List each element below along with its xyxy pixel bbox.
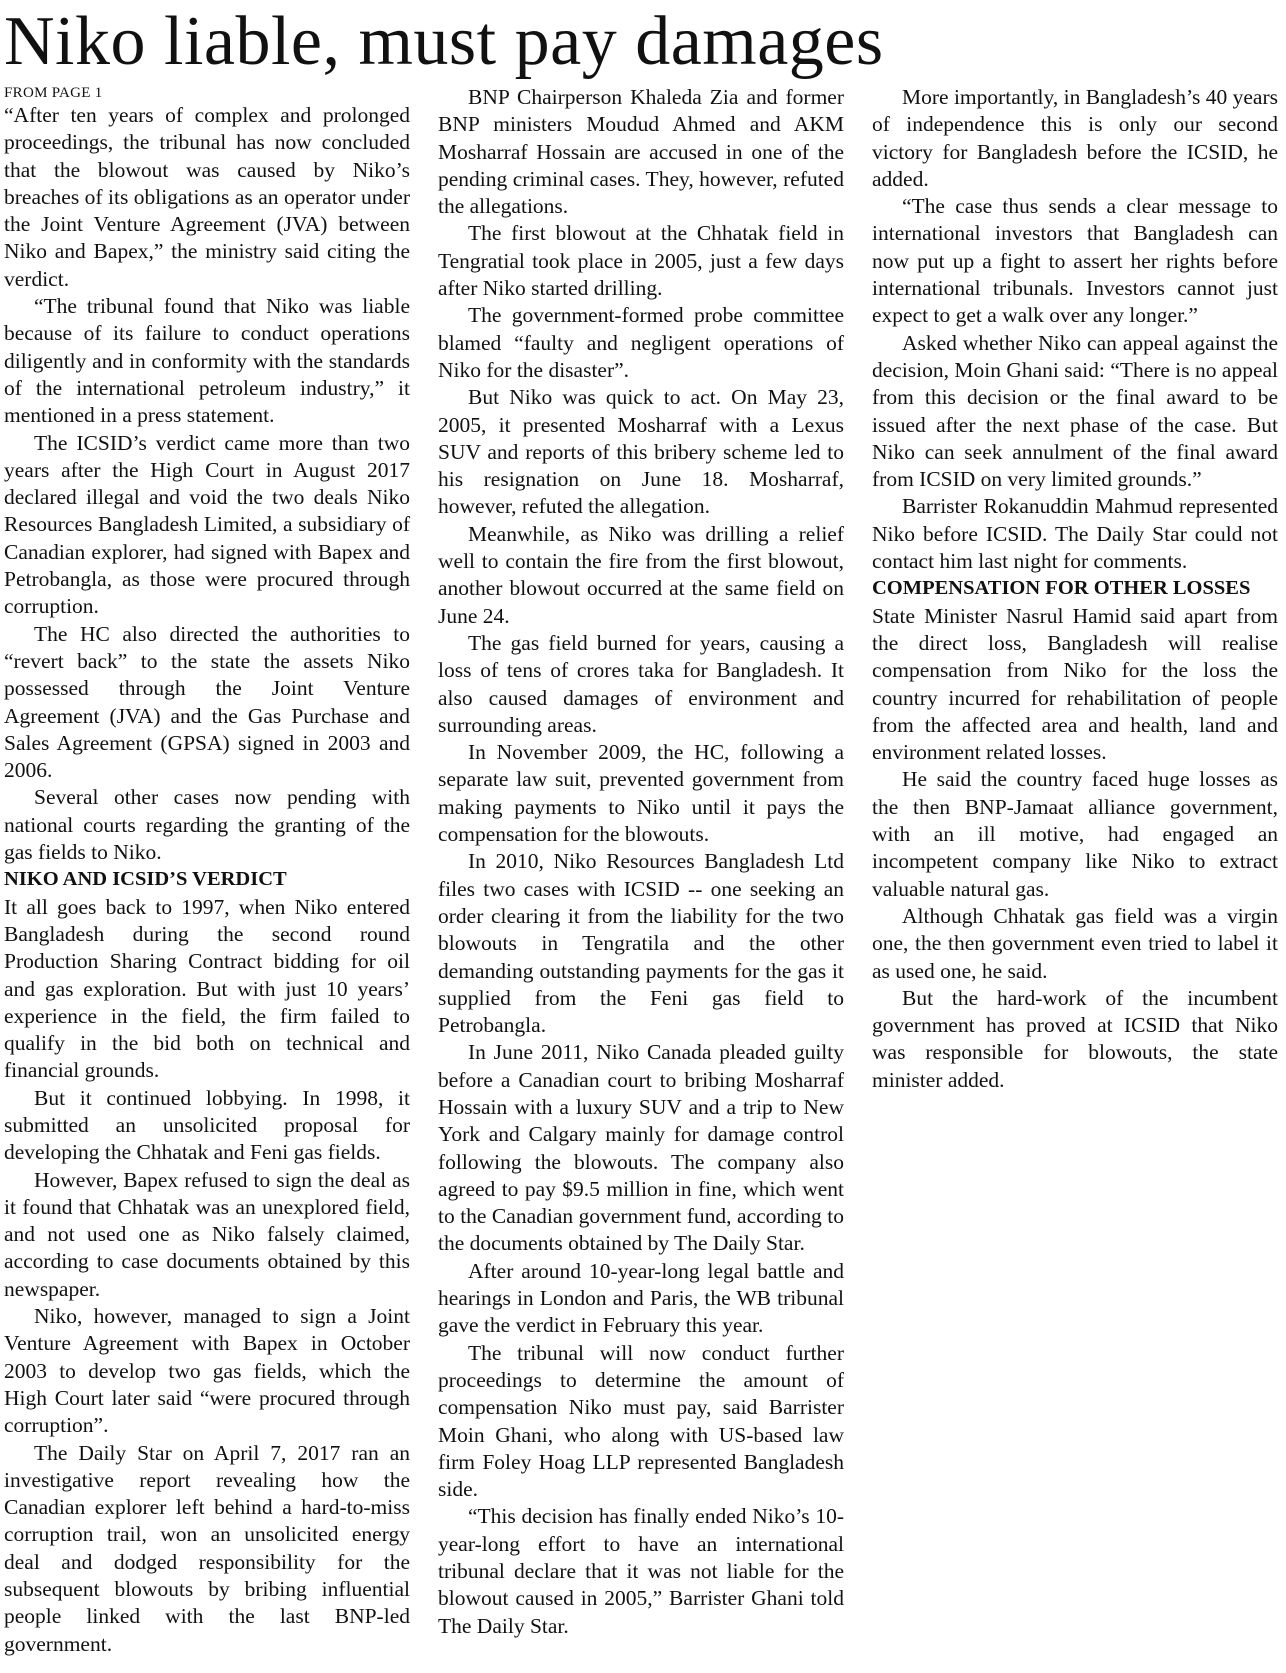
paragraph: Several other cases now pending with national courts regarding the granting of the gas fields to Niko.	[4, 785, 410, 865]
paragraph: The first blowout at the Chhatak field in Tengratial took place in 2005, just a few days after Niko started drilling.	[438, 221, 844, 301]
paragraph: Barrister Rokanuddin Mahmud represented Niko before ICSID. The Daily Star could not contact him last night for comments.	[872, 494, 1278, 574]
paragraph: But it continued lobbying. In 1998, it submitted an unsolicited proposal for developing the Chhatak and Feni gas fields.	[4, 1085, 410, 1165]
paragraph: The Daily Star on April 7, 2017 ran an investigative report revealing how the Canadian explorer left behind a hard-to-miss corruption trail, won an unsolicited energy deal and dodged responsibility for the subsequent blowouts by bribing influential people linked with the last BNP-led government.	[4, 1440, 410, 1656]
subhead: COMPENSATION FOR OTHER LOSSES	[872, 577, 1251, 600]
paragraph: BNP Chairperson Khaleda Zia and former BNP ministers Moudud Ahmed and AKM Mosharraf Hossain are accused in one of the pending criminal cases. They, however, refuted the allegations.	[438, 85, 844, 219]
subhead: NIKO AND ICSID’S VERDICT	[4, 868, 287, 891]
paragraph: Meanwhile, as Niko was drilling a relief well to contain the fire from the first blowout, another blowout occurred at the same field on June 24.	[438, 521, 844, 628]
paragraph: State Minister Nasrul Hamid said apart from the direct loss, Bangladesh will realise compensation from Niko for the loss the country incurred for rehabilitation of people from the affected area and health, land and environment related losses.	[872, 603, 1278, 765]
paragraph: The tribunal will now conduct further proceedings to determine the amount of compensation Niko must pay, said Barrister Moin Ghani, who along with US-based law firm Foley Hoag LLP represented Bangladesh side.	[438, 1340, 844, 1502]
kicker: FROM PAGE 1	[4, 85, 103, 101]
paragraph: After around 10-year-long legal battle and hearings in London and Paris, the WB tribunal gave the verdict in February this year.	[438, 1258, 844, 1338]
paragraph: The government-formed probe committee blamed “faulty and negligent operations of Niko for the disaster”.	[438, 303, 844, 382]
paragraph: Asked whether Niko can appeal against the decision, Moin Ghani said: “There is no appeal from this decision or the final award to be issued after the next phase of the case. But Niko can seek annulment of the final award from ICSID on very limited grounds.”	[872, 330, 1279, 492]
headline: Niko liable, must pay damages	[4, 3, 884, 80]
paragraph: The gas field burned for years, causing a loss of tens of crores taka for Bangladesh. It also caused damages of environment and surrounding areas.	[438, 630, 844, 737]
paragraph: In 2010, Niko Resources Bangladesh Ltd files two cases with ICSID -- one seeking an order clearing it from the liability for the two blowouts in Tengratila and the other demanding outstanding payments for the gas it supplied from the Feni gas field to Petrobangla.	[438, 849, 844, 1038]
paragraph: “The tribunal found that Niko was liable because of its failure to conduct operations diligently and in conformity with the standards of the international petroleum industry,” it mentioned in a press statement.	[4, 294, 410, 428]
paragraph: But the hard-work of the incumbent government has proved at ICSID that Niko was responsible for blowouts, the state minister added.	[872, 985, 1278, 1092]
paragraph: “The case thus sends a clear message to international investors that Bangladesh can now put up a fight to assert her rights before international tribunals. Investors cannot just expect to get a walk over any longer.”	[872, 194, 1278, 328]
article-body	[4, 84, 1278, 1669]
paragraph: More importantly, in Bangladesh’s 40 years of independence this is only our second victory for Bangladesh before the ICSID, he added.	[872, 85, 1278, 191]
paragraph: It all goes back to 1997, when Niko entered Bangladesh during the second round Production Sharing Contract bidding for oil and gas exploration. But with just 10 years’ experience in the field, the firm failed to qualify in the bid both on technical and financial grounds.	[4, 894, 410, 1083]
paragraph: Although Chhatak gas field was a virgin one, the then government even tried to label it as used one, he said.	[872, 903, 1278, 983]
paragraph: But Niko was quick to act. On May 23, 2005, it presented Mosharraf with a Lexus SUV and reports of this bribery scheme led to his resignation on June 18. Mosharraf, however, refuted the allegation.	[438, 385, 844, 519]
paragraph: “This decision has finally ended Niko’s 10-year-long effort to have an international tribunal declare that it was not liable for the blowout caused in 2005,” Barrister Ghani told The Daily Star.	[438, 1504, 844, 1638]
paragraph: In November 2009, the HC, following a separate law suit, prevented government from making payments to Niko until it pays the compensation for the blowouts.	[438, 740, 844, 847]
paragraph: “After ten years of complex and prolonged proceedings, the tribunal has now concluded that the blowout was caused by Niko’s breaches of its obligations as an operator under the Joint Venture Agreement (JVA) between Niko and Bapex,” the ministry said citing the verdict.	[4, 103, 410, 291]
paragraph: He said the country faced huge losses as the then BNP-Jamaat alliance government, with an ill motive, had engaged an incompetent company like Niko to extract valuable natural gas.	[872, 767, 1278, 901]
paragraph: The ICSID’s verdict came more than two years after the High Court in August 2017 declared illegal and void the two deals Niko Resources Bangladesh Limited, a subsidiary of Canadian explorer, had signed with Bapex and Petrobangla, as those were procured through corruption.	[4, 430, 410, 619]
paragraph: Niko, however, managed to sign a Joint Venture Agreement with Bapex in October 2003 to develop two gas fields, which the High Court later said “were procured through corruption”.	[4, 1304, 410, 1438]
paragraph: In June 2011, Niko Canada pleaded guilty before a Canadian court to bribing Mosharraf Hossain with a luxury SUV and a trip to New York and Calgary mainly for damage control following the blowouts. The company also agreed to pay $9.5 million in fine, which went to the Canadian government fund, according to the documents obtained by The Daily Star.	[438, 1040, 844, 1256]
paragraph: However, Bapex refused to sign the deal as it found that Chhatak was an unexplored field, and not used one as Niko falsely claimed, according to case documents obtained by this newspaper.	[4, 1167, 410, 1301]
paragraph: The HC also directed the authorities to “revert back” to the state the assets Niko possessed through the Joint Venture Agreement (JVA) and the Gas Purchase and Sales Agreement (GPSA) signed in 2003 and 2006.	[4, 621, 410, 783]
